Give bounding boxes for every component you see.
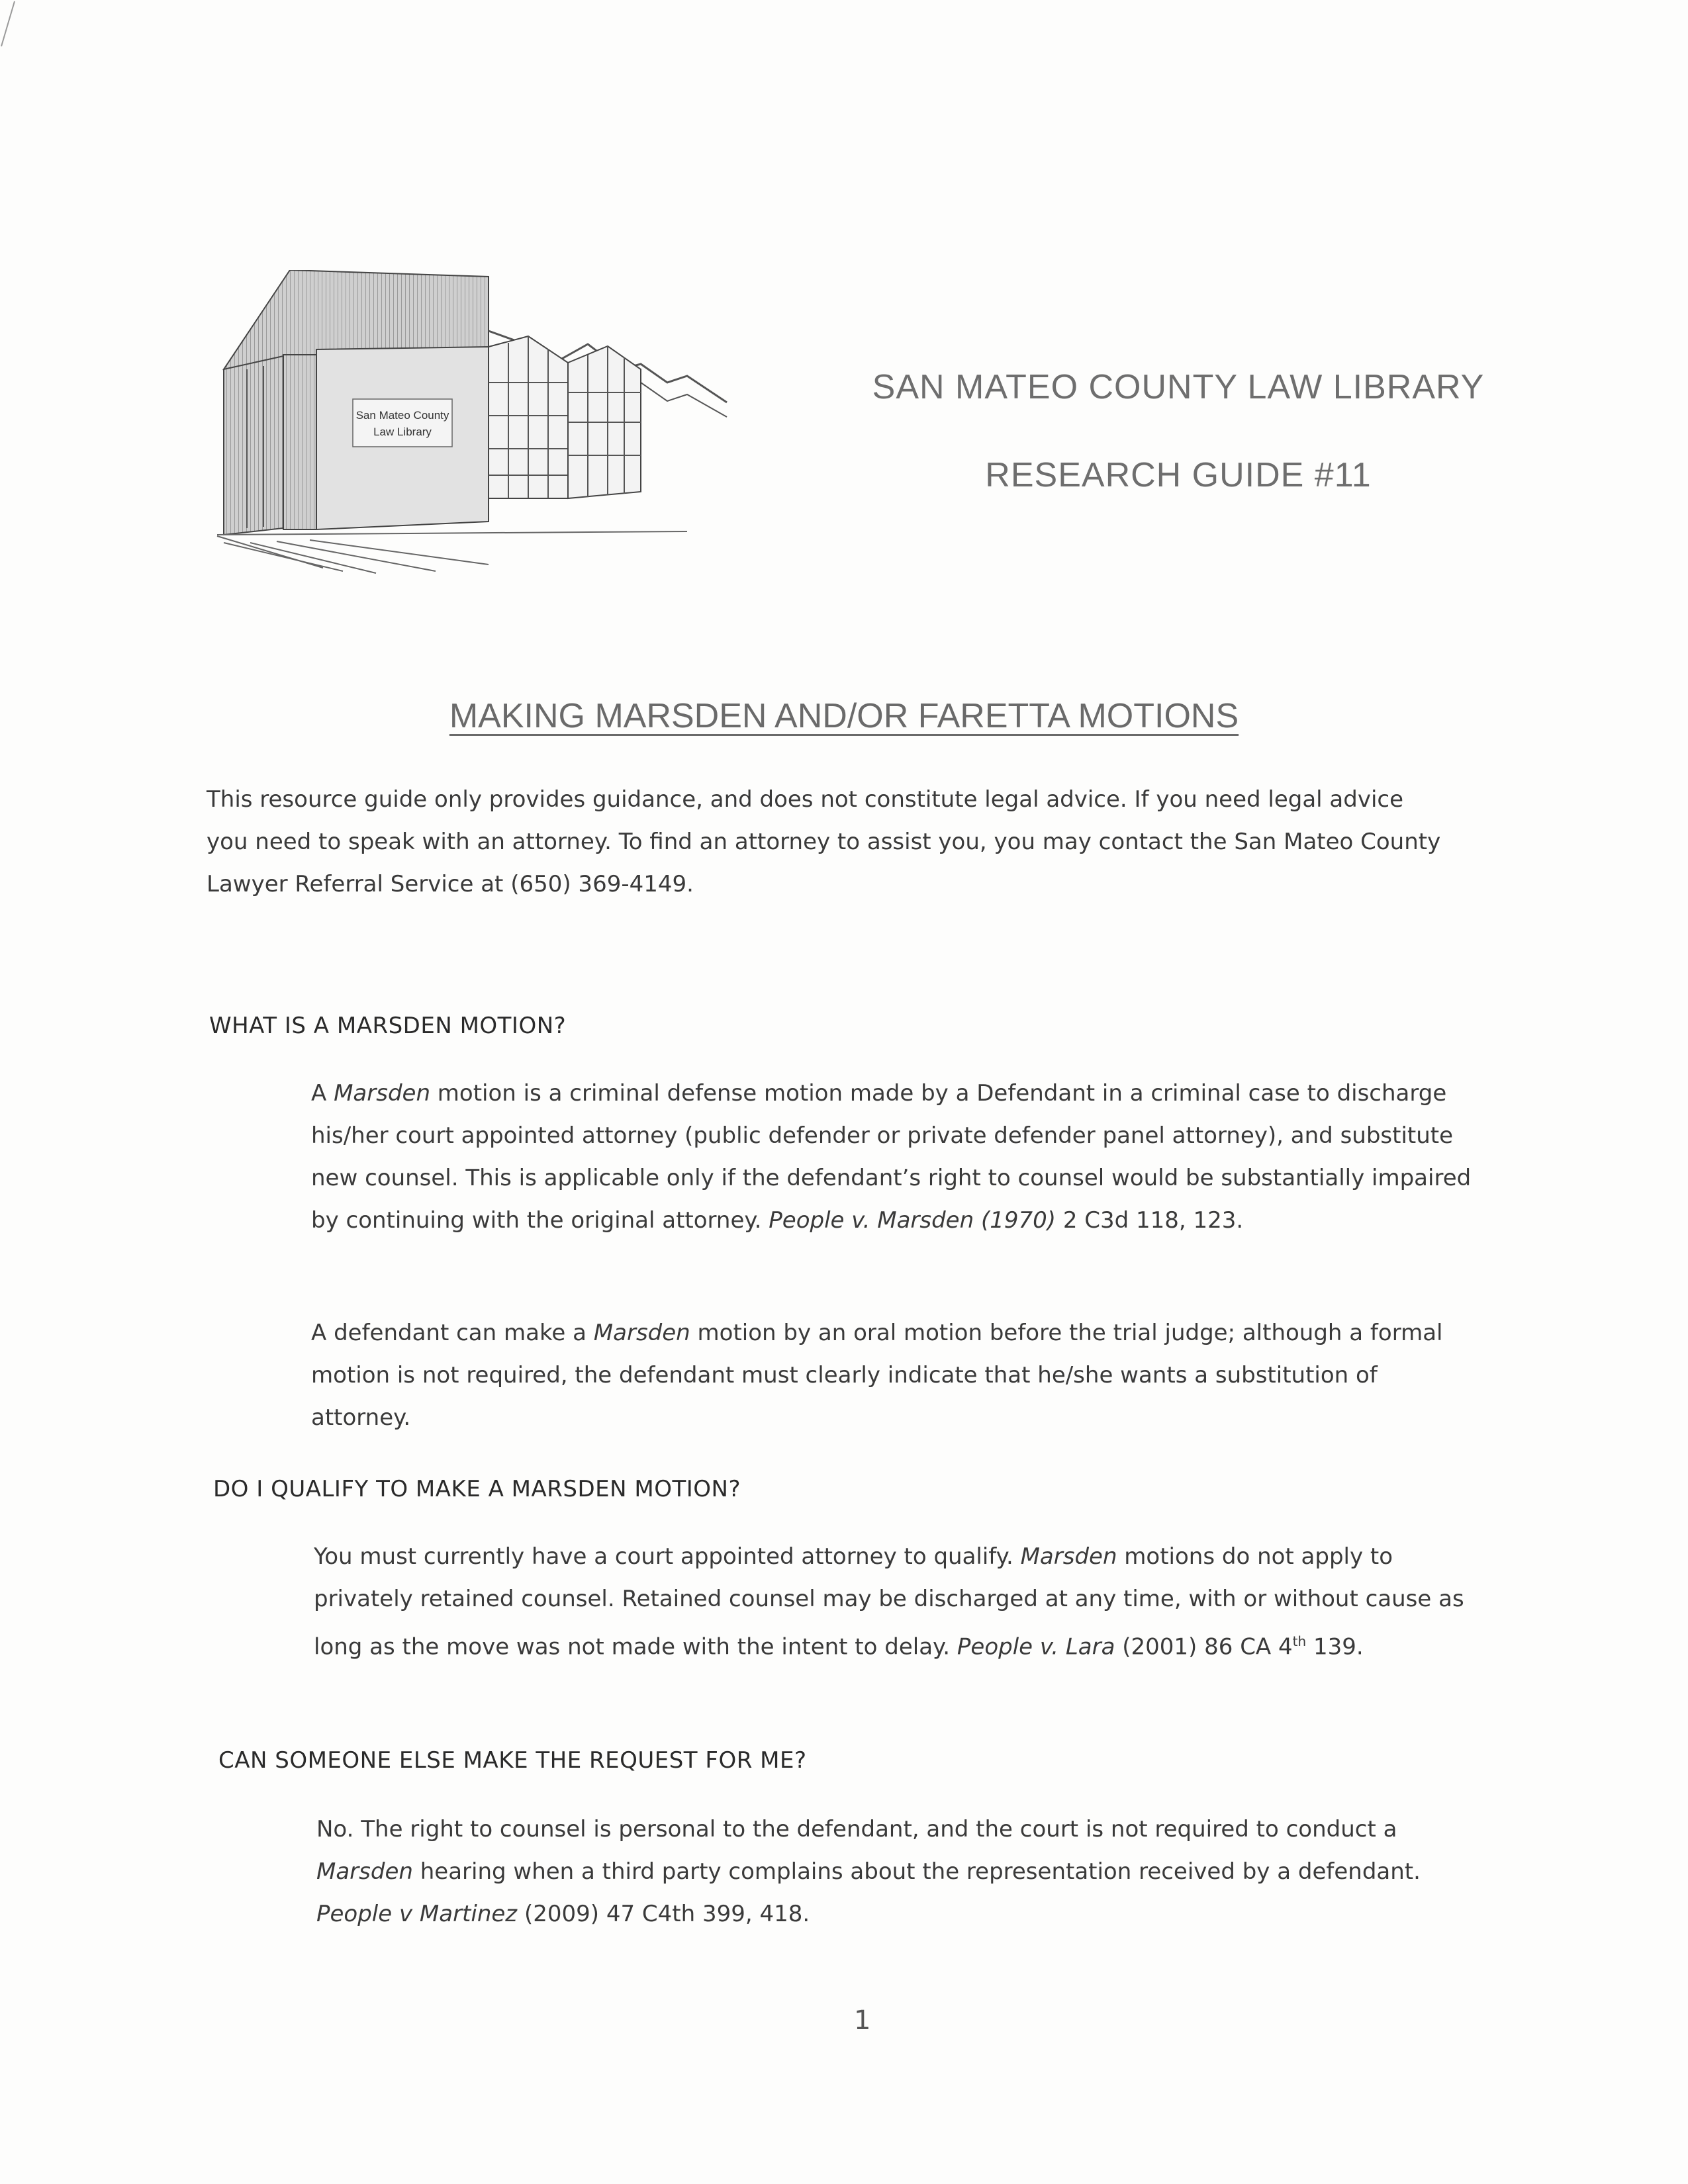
section-paragraph (314, 1535, 1499, 1668)
section-paragraph (311, 1072, 1476, 1242)
scan-mark (0, 0, 40, 53)
page-title: MAKING MARSDEN AND/OR FARETTA MOTIONS (449, 697, 1239, 735)
text-run: You must currently have a court appointed attorney to qualify. (314, 1543, 1021, 1570)
intro-paragraph: This resource guide only provides guidance, and does not constitute legal advice. If you need legal advice you need to speak with an attorney. To find an attorney to assist you, you may contact the San Mateo County Lawyer Referral Service at (650) 369-4149. (207, 786, 1441, 897)
text-run: hearing when a third party complains about the representation received by a defendant. (412, 1858, 1421, 1885)
case-name: Marsden (334, 1080, 430, 1107)
case-citation: People v Martinez (316, 1901, 518, 1927)
text-run: A (311, 1080, 334, 1107)
text-run: motion is a criminal defense motion made by a Defendant in a criminal case to discharge his/her court appointed attorney (public defender or private defender panel attorney), and substitute new counsel. This is applicable only if the defendant’s right to counsel would be substantially impaired by continuing with the original attorney. (311, 1080, 1472, 1234)
logo-sign-line2: Law Library (373, 426, 432, 438)
text-run: (2001) 86 CA 4 (1115, 1633, 1293, 1661)
page-number: 1 (854, 2005, 871, 2036)
logo-sign-line1: San Mateo County (355, 409, 449, 422)
org-name: SAN MATEO COUNTY LAW LIBRARY (872, 368, 1485, 406)
guide-number: RESEARCH GUIDE #11 (985, 456, 1372, 494)
section-paragraph (316, 1808, 1495, 1935)
text-run: (2009) 47 C4th 399, 418. (517, 1901, 810, 1927)
text-run: No. The right to counsel is personal to the defendant, and the court is not required to conduct a (316, 1816, 1397, 1843)
case-citation: People v. Marsden (1970) (769, 1207, 1056, 1234)
case-name: Marsden (593, 1320, 690, 1346)
superscript: th (1292, 1633, 1307, 1649)
section-heading-do-i-qualify: DO I QUALIFY TO MAKE A MARSDEN MOTION? (213, 1476, 741, 1502)
section-heading-what-is: WHAT IS A MARSDEN MOTION? (209, 1013, 567, 1039)
case-name: Marsden (316, 1858, 413, 1885)
case-name: Marsden (1020, 1543, 1117, 1570)
text-run: motion by an oral motion before the trial judge; although a formal motion is not required, the defendant must clearly indicate that he/she wants a substitution of attorney. (311, 1320, 1443, 1431)
text-run: A defendant can make a (311, 1320, 594, 1346)
law-library-building-logo (211, 270, 740, 609)
section-paragraph (311, 1312, 1476, 1439)
text-run: 139. (1306, 1633, 1364, 1661)
section-heading-someone-else: CAN SOMEONE ELSE MAKE THE REQUEST FOR ME? (218, 1747, 807, 1774)
text-run: 2 C3d 118, 123. (1056, 1207, 1244, 1234)
text-run: motions do not apply to privately retained counsel. Retained counsel may be discharged at any time, with or without cause as long as the move was not made with the intent to delay. (314, 1543, 1464, 1661)
case-citation: People v. Lara (957, 1633, 1115, 1661)
